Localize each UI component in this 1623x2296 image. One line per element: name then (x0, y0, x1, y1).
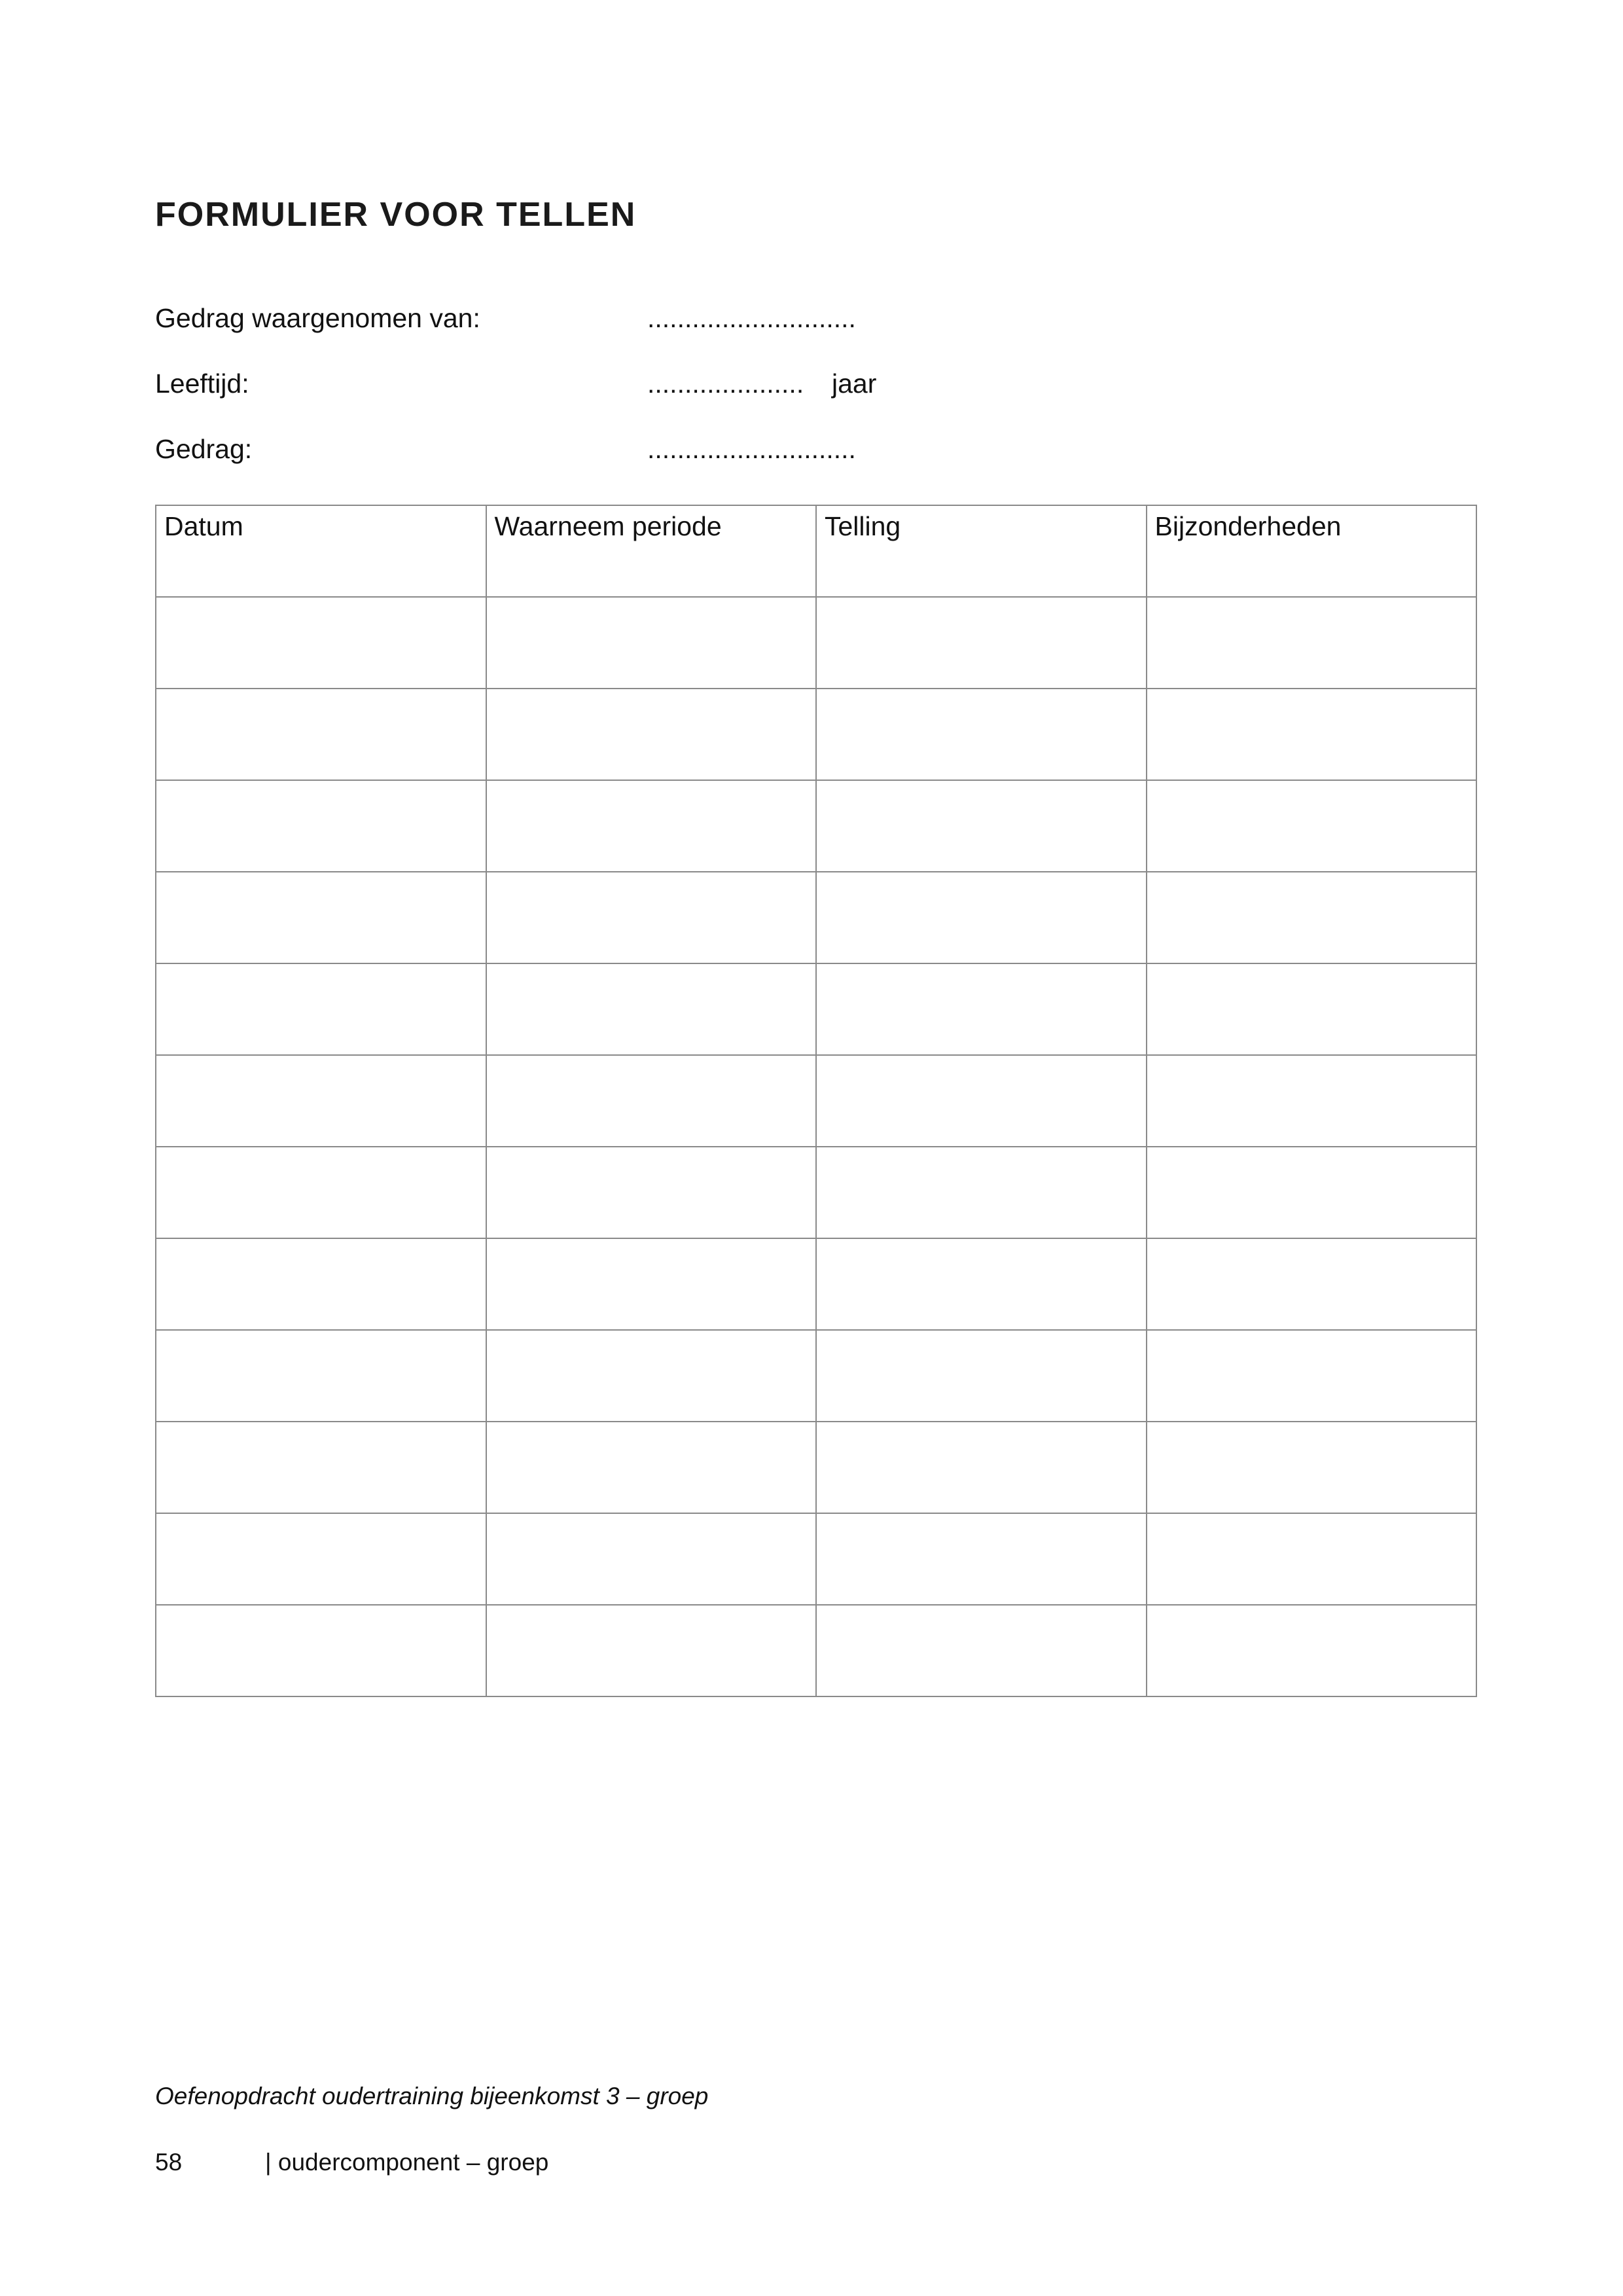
footer-note: Oefenopdracht oudertraining bijeenkomst 3 – groep (155, 2083, 709, 2109)
field-label: Leeftijd: (155, 368, 249, 399)
table-row (156, 872, 1476, 963)
table-cell[interactable] (486, 1055, 817, 1147)
field-fill-line[interactable]: ..................... (647, 368, 804, 399)
table-cell[interactable] (486, 780, 817, 872)
table-header-row (156, 505, 1476, 597)
table-row (156, 1147, 1476, 1238)
field-fill-line[interactable]: ............................ (647, 303, 856, 333)
table-cell[interactable] (1147, 1330, 1477, 1422)
table-cell[interactable] (816, 1422, 1147, 1513)
table-row (156, 1513, 1476, 1605)
table-cell[interactable] (1147, 1422, 1477, 1513)
table-cell[interactable] (816, 872, 1147, 963)
field-label: Gedrag: (155, 434, 253, 464)
table-cell[interactable] (156, 689, 486, 780)
table-cell[interactable] (156, 1605, 486, 1696)
table-cell[interactable] (1147, 689, 1477, 780)
table-cell[interactable] (816, 689, 1147, 780)
column-header-notes: Bijzonderheden (1147, 505, 1477, 597)
column-header-count: Telling (816, 505, 1147, 597)
table-cell[interactable] (1147, 963, 1477, 1055)
table-cell[interactable] (156, 1513, 486, 1605)
table-body (156, 597, 1476, 1696)
field-unit: jaar (832, 368, 877, 399)
table-cell[interactable] (1147, 597, 1477, 689)
table-cell[interactable] (816, 1055, 1147, 1147)
table-cell[interactable] (486, 1147, 817, 1238)
table-cell[interactable] (156, 780, 486, 872)
table-row (156, 689, 1476, 780)
table-cell[interactable] (486, 689, 817, 780)
table-row (156, 1238, 1476, 1330)
table-cell[interactable] (156, 1147, 486, 1238)
table-row (156, 1605, 1476, 1696)
table-cell[interactable] (486, 1422, 817, 1513)
table-cell[interactable] (816, 1513, 1147, 1605)
table-cell[interactable] (1147, 1513, 1477, 1605)
table-cell[interactable] (816, 597, 1147, 689)
column-header-period: Waarneem periode (486, 505, 817, 597)
table-cell[interactable] (816, 963, 1147, 1055)
table-cell[interactable] (156, 963, 486, 1055)
table-cell[interactable] (156, 1238, 486, 1330)
table-cell[interactable] (486, 1605, 817, 1696)
footer-section-label: | oudercomponent – groep (265, 2149, 549, 2176)
table-cell[interactable] (816, 1330, 1147, 1422)
table-row (156, 780, 1476, 872)
column-header-date: Datum (156, 505, 486, 597)
table-cell[interactable] (486, 963, 817, 1055)
table-cell[interactable] (1147, 1055, 1477, 1147)
table-cell[interactable] (156, 1330, 486, 1422)
table-cell[interactable] (1147, 872, 1477, 963)
table-cell[interactable] (816, 1238, 1147, 1330)
field-label: Gedrag waargenomen van: (155, 303, 480, 333)
table-cell[interactable] (486, 597, 817, 689)
page-number: 58 (155, 2149, 183, 2176)
table-row (156, 963, 1476, 1055)
table-cell[interactable] (1147, 1605, 1477, 1696)
table-cell[interactable] (156, 1422, 486, 1513)
field-fill-line[interactable]: ............................ (647, 434, 856, 464)
tally-table (155, 505, 1477, 1697)
table-cell[interactable] (486, 1238, 817, 1330)
table-cell[interactable] (1147, 1147, 1477, 1238)
table-row (156, 1422, 1476, 1513)
table-cell[interactable] (1147, 780, 1477, 872)
table-cell[interactable] (156, 597, 486, 689)
table-cell[interactable] (156, 872, 486, 963)
table-cell[interactable] (816, 780, 1147, 872)
table-cell[interactable] (816, 1605, 1147, 1696)
table-cell[interactable] (486, 1330, 817, 1422)
table-cell[interactable] (486, 872, 817, 963)
table-cell[interactable] (1147, 1238, 1477, 1330)
table-cell[interactable] (816, 1147, 1147, 1238)
table-cell[interactable] (156, 1055, 486, 1147)
table-row (156, 1330, 1476, 1422)
table-cell[interactable] (486, 1513, 817, 1605)
page-title: FORMULIER VOOR TELLEN (155, 196, 637, 234)
table-row (156, 597, 1476, 689)
table-row (156, 1055, 1476, 1147)
